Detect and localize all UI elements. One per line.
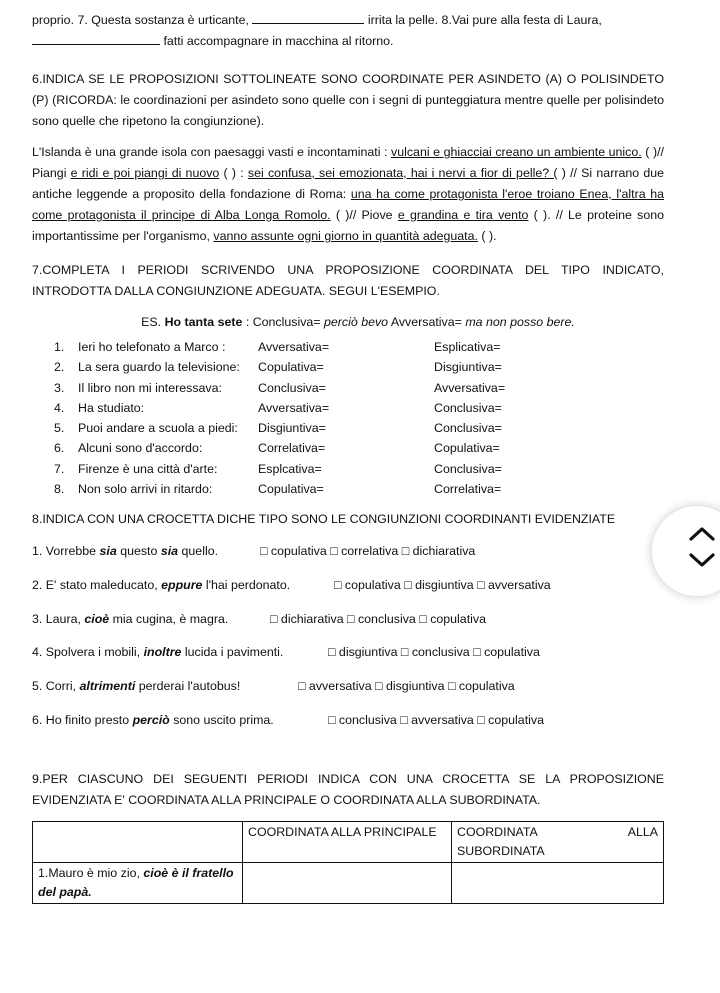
item-prompt[interactable]: Disgiuntiva=: [434, 360, 502, 375]
exercise-item: [32, 357, 664, 377]
item-prompt[interactable]: Conclusiva=: [258, 380, 326, 395]
item-prompt[interactable]: Esplicativa=: [434, 340, 501, 354]
table-row-sentence: [33, 862, 243, 903]
table-header-col2: [452, 821, 664, 862]
exercise-item: [32, 398, 664, 418]
highlighted-conjunction: eppure: [161, 578, 203, 593]
item-prompt[interactable]: Correlativa=: [434, 482, 502, 497]
question-text: mia cugina, è magra.: [109, 611, 229, 626]
table-header-row: [33, 821, 664, 862]
question-text: lucida i pavimenti.: [181, 645, 284, 660]
row-text: 1.Mauro è mio zio,: [38, 865, 144, 880]
intro-text: irrita la pelle. 8.Vai pure alla festa di Laura,: [367, 13, 602, 27]
underlined-clause: una ha come protagonista l'eroe troiano Enea, l'altra ha come protagonista il principe di Alba Longa Romolo.: [32, 187, 664, 222]
checkbox-options[interactable]: □ conclusiva □ avversativa □ copulativa: [328, 712, 544, 727]
highlighted-conjunction: sia: [160, 544, 179, 559]
underlined-clause: vulcani e ghiacciai creano un ambiente unico.: [391, 145, 642, 159]
exercise-item: [32, 418, 664, 438]
question-text: quello.: [178, 544, 219, 559]
example-label: : Conclusiva=: [242, 315, 324, 329]
item-number: 8.: [54, 482, 65, 497]
exercise-text: // Si narrano due antiche leggende a proposito della fondazione di Roma:: [32, 166, 665, 201]
item-sentence: Ieri ho telefonato a Marco :: [78, 340, 226, 354]
exercise-item: [32, 378, 664, 398]
question-text: 4. Spolvera i mobili,: [32, 645, 144, 660]
example-label: Avversativa=: [388, 315, 466, 329]
highlighted-conjunction: altrimenti: [79, 679, 136, 694]
example-answer: ma non posso bere.: [465, 315, 575, 329]
document-page: [32, 10, 664, 904]
answer-blank[interactable]: [252, 10, 364, 24]
section6-exercise: [32, 142, 664, 247]
question-text: 1. Vorrebbe: [32, 544, 100, 559]
section9-heading: 9.PER CIASCUNO DEI SEGUENTI PERIODI INDICA CON UNA CROCETTA SE LA PROPOSIZIONE EVIDENZIATA E' COORDINATA ALLA PRINCIPALE O COORDINATA ALLA SUBORDINATA.: [32, 771, 664, 807]
checkbox-options[interactable]: □ avversativa □ disgiuntiva □ copulativa: [298, 679, 515, 694]
checkbox-options[interactable]: □ copulativa □ correlativa □ dichiarativa: [260, 544, 476, 559]
item-number: 5.: [54, 421, 65, 436]
item-sentence: Il libro non mi interessava:: [78, 380, 222, 395]
table-row: [33, 862, 664, 903]
header-text: ALLA: [627, 824, 658, 839]
item-number: 7.: [54, 461, 65, 476]
question-list: [32, 541, 664, 743]
item-sentence: Puoi andare a scuola a piedi:: [78, 421, 238, 436]
exercise-text: ( )// Piove: [330, 208, 398, 222]
highlighted-conjunction: inoltre: [143, 645, 182, 660]
intro-line-2: [32, 31, 664, 52]
example-sentence: Ho tanta sete: [164, 315, 243, 329]
example-line: [32, 312, 664, 333]
item-number: 1.: [54, 340, 65, 354]
answer-table: [32, 821, 664, 904]
table-header-col1: COORDINATA ALLA PRINCIPALE: [243, 821, 452, 862]
item-prompt[interactable]: Copulativa=: [434, 441, 500, 456]
question-text: 5. Corri,: [32, 679, 80, 694]
question-item: [32, 676, 664, 710]
underlined-clause: vanno assunte ogni giorno in quantità adeguata.: [213, 229, 478, 243]
answer-cell-subordinata[interactable]: [452, 862, 664, 903]
item-prompt[interactable]: Copulativa=: [258, 482, 324, 497]
underlined-clause: e grandina e tira vento: [397, 208, 529, 222]
item-prompt[interactable]: Copulativa=: [258, 360, 324, 375]
question-item: [32, 575, 664, 609]
chevron-down-icon[interactable]: [688, 552, 716, 568]
item-sentence: Ha studiato:: [78, 400, 145, 415]
question-text: 6. Ho finito presto: [32, 712, 133, 727]
checkbox-options[interactable]: □ copulativa □ disgiuntiva □ avversativa: [334, 578, 551, 593]
exercise-text: L'Islanda è una grande isola con paesaggi vasti e incontaminati :: [32, 145, 392, 159]
item-sentence: Firenze è una città d'arte:: [78, 461, 218, 476]
row-highlight: cioè è il fratello del papà.: [38, 865, 234, 899]
table-cell: [33, 821, 243, 862]
question-item: [32, 710, 664, 744]
exercise-item: [32, 459, 664, 479]
exercise-text: ( ). // Le proteine sono importantissime per l'organismo,: [32, 208, 665, 243]
item-prompt[interactable]: Conclusiva=: [434, 461, 502, 476]
item-number: 2.: [54, 360, 65, 375]
section6-heading: 6.INDICA SE LE PROPOSIZIONI SOTTOLINEATE SONO COORDINATE PER ASINDETO (A) O POLISINDETO (P) (RICORDA: le coordinazioni per asindeto sono quelle con i segni di punteggiatura mentre quelle per polisindeto sono quelle che ripetono la congiunzione).: [32, 72, 664, 128]
exercise-item: [32, 337, 664, 357]
header-text: SUBORDINATA: [457, 843, 545, 858]
intro-text: fatti accompagnare in macchina al ritorno.: [163, 34, 394, 48]
item-prompt[interactable]: Conclusiva=: [434, 400, 502, 415]
underlined-clause: e ridi e poi piangi di nuovo: [70, 166, 220, 180]
exercise-list: [32, 337, 664, 499]
section8-heading: 8.INDICA CON UNA CROCETTA DICHE TIPO SONO LE CONGIUNZIONI COORDINANTI EVIDENZIATE: [32, 512, 616, 527]
checkbox-options[interactable]: □ disgiuntiva □ conclusiva □ copulativa: [328, 645, 540, 660]
item-prompt[interactable]: Conclusiva=: [434, 421, 502, 436]
intro-text: proprio. 7. Questa sostanza è urticante,: [32, 13, 249, 27]
item-prompt[interactable]: Disgiuntiva=: [258, 421, 326, 436]
question-text: 2. E' stato maleducato,: [32, 578, 162, 593]
exercise-text: ( )// Piangi: [32, 145, 664, 180]
item-prompt[interactable]: Avversativa=: [258, 400, 330, 415]
underlined-clause: sei confusa, sei emozionata, hai i nervi a fior di pelle? (: [247, 166, 558, 180]
section7-heading: 7.COMPLETA I PERIODI SCRIVENDO UNA PROPOSIZIONE COORDINATA DEL TIPO INDICATO, INTRODOTTA DALLA CONGIUNZIONE ADEGUATA. SEGUI L'ESEMPIO.: [32, 263, 664, 298]
item-sentence: La sera guardo la televisione:: [78, 360, 240, 375]
item-prompt[interactable]: Esplcativa=: [258, 461, 322, 476]
answer-blank[interactable]: [32, 31, 160, 45]
header-text: COORDINATA: [457, 824, 538, 839]
example-prefix: ES.: [141, 315, 165, 329]
chevron-up-icon[interactable]: [688, 526, 716, 542]
question-item: [32, 642, 664, 676]
exercise-text: ( ) :: [219, 166, 248, 180]
item-number: 3.: [54, 380, 65, 395]
item-number: 6.: [54, 441, 65, 456]
question-text: 3. Laura,: [32, 611, 85, 626]
question-text: sono uscito prima.: [169, 712, 274, 727]
question-item: [32, 541, 664, 575]
example-answer: perciò bevo: [324, 315, 389, 329]
question-text: questo: [116, 544, 161, 559]
question-text: l'hai perdonato.: [202, 578, 291, 593]
item-prompt[interactable]: Avversativa=: [434, 380, 506, 395]
checkbox-options[interactable]: □ dichiarativa □ conclusiva □ copulativa: [270, 611, 486, 626]
question-text: perderai l'autobus!: [135, 679, 241, 694]
intro-line-1: [32, 10, 664, 31]
highlighted-conjunction: cioè: [84, 611, 110, 626]
highlighted-conjunction: perciò: [132, 712, 170, 727]
highlighted-conjunction: sia: [99, 544, 117, 559]
question-item: [32, 609, 664, 643]
item-sentence: Alcuni sono d'accordo:: [78, 441, 203, 456]
item-sentence: Non solo arrivi in ritardo:: [78, 482, 213, 497]
exercise-text: ): [557, 166, 566, 180]
item-prompt[interactable]: Avversativa=: [258, 340, 330, 354]
exercise-item: [32, 479, 664, 499]
item-number: 4.: [54, 400, 65, 415]
answer-cell-principale[interactable]: [243, 862, 452, 903]
exercise-text: ( ).: [477, 229, 497, 243]
exercise-item: [32, 438, 664, 458]
item-prompt[interactable]: Correlativa=: [258, 441, 326, 456]
